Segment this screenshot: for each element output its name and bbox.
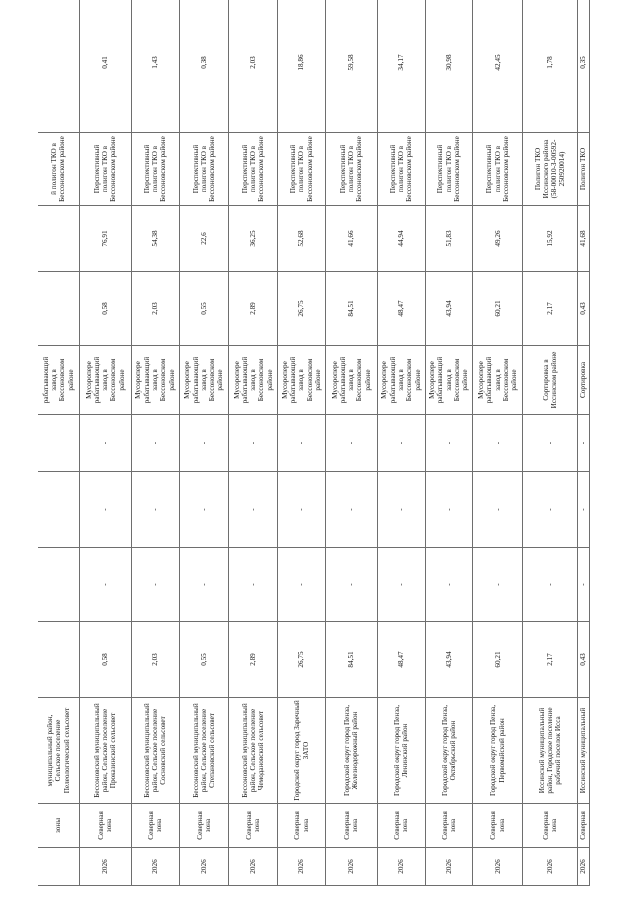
table-cell-c5: - bbox=[425, 548, 473, 622]
table-cell-zone: Северная зона bbox=[377, 804, 425, 848]
table-cell-c7: - bbox=[179, 415, 229, 472]
table-cell-c5: - bbox=[229, 548, 278, 622]
table-cell-c10: 22,6 bbox=[179, 206, 229, 272]
table-cell-target: Перспективный полигон ТКО в Бессоновском районе bbox=[425, 133, 473, 206]
table-cell-c6: - bbox=[325, 472, 377, 548]
table-cell-zone: Северная bbox=[578, 804, 590, 848]
table-cell-c7: - bbox=[229, 415, 278, 472]
table-cell-year: 2026 bbox=[79, 848, 131, 886]
table-cell-municipality: Бессоновский муниципальный район, Сельское поселение Сосновский сельсовет bbox=[131, 698, 179, 804]
table-cell-c9: 43,94 bbox=[425, 272, 473, 346]
table-cell-c12: 1,78 bbox=[523, 0, 578, 133]
table-cell-c6: - bbox=[473, 472, 523, 548]
table-row bbox=[578, 0, 590, 886]
table-cell-c9: 2,89 bbox=[229, 272, 278, 346]
table-row bbox=[377, 0, 425, 886]
table-cell-year: 2026 bbox=[377, 848, 425, 886]
table-cell-c9 bbox=[38, 272, 79, 346]
table-cell-target: Перспективный полигон ТКО в Бессоновском районе bbox=[131, 133, 179, 206]
table-cell-c6: - bbox=[278, 472, 326, 548]
table-cell-year: 2026 bbox=[523, 848, 578, 886]
table-cell-c5: - bbox=[523, 548, 578, 622]
table-cell-target: Перспективный полигон ТКО в Бессоновском районе bbox=[79, 133, 131, 206]
table-cell-zone: Северная зона bbox=[523, 804, 578, 848]
table-cell-municipality: Городской округ город Пенза, Железнодорожный район bbox=[325, 698, 377, 804]
table-cell-c5: - bbox=[377, 548, 425, 622]
table-cell-facility: Мусоропере рабатывающий завод в Бессоновском районе bbox=[229, 346, 278, 415]
table-cell-year: 2026 bbox=[473, 848, 523, 886]
table-cell-year: 2026 bbox=[425, 848, 473, 886]
table-cell-municipality: Бессоновский муниципальный район, Сельское поселение Проказинский сельсовет bbox=[79, 698, 131, 804]
table-row bbox=[179, 0, 229, 886]
table-cell-c6: - bbox=[425, 472, 473, 548]
table-cell-c5: - bbox=[179, 548, 229, 622]
table-row bbox=[229, 0, 278, 886]
table-cell-zone: зоны bbox=[38, 804, 79, 848]
table-cell-c5 bbox=[38, 548, 79, 622]
table-cell-c9: 48,47 bbox=[377, 272, 425, 346]
table-cell-c10: 52,68 bbox=[278, 206, 326, 272]
table-cell-c6: - bbox=[578, 472, 590, 548]
table-cell-c6 bbox=[38, 472, 79, 548]
table-cell-c9: 0,55 bbox=[179, 272, 229, 346]
table-cell-c6: - bbox=[79, 472, 131, 548]
table-cell-c4: 43,94 bbox=[425, 622, 473, 698]
table-cell-zone: Северная зона bbox=[325, 804, 377, 848]
table-row bbox=[278, 0, 326, 886]
table-cell-c6: - bbox=[523, 472, 578, 548]
table-cell-facility: Мусоропере рабатывающий завод в Бессоновском районе bbox=[473, 346, 523, 415]
table-cell-c10: 41,68 bbox=[578, 206, 590, 272]
table-cell-year bbox=[38, 848, 79, 886]
table-cell-c12: 1,43 bbox=[131, 0, 179, 133]
table-cell-target: Перспективный полигон ТКО в Бессоновском районе bbox=[179, 133, 229, 206]
table-cell-c7: - bbox=[278, 415, 326, 472]
table-cell-facility: Мусоропере рабатывающий завод в Бессоновском районе bbox=[79, 346, 131, 415]
table-cell-facility: Мусоропере рабатывающий завод в Бессоновском районе bbox=[278, 346, 326, 415]
table-cell-c5: - bbox=[325, 548, 377, 622]
table-cell-c6: - bbox=[377, 472, 425, 548]
table-cell-municipality: Городской округ город Пенза, Ленинский район bbox=[377, 698, 425, 804]
table-cell-c4: 26,75 bbox=[278, 622, 326, 698]
table-cell-municipality: Иссинский муниципальный bbox=[578, 698, 590, 804]
table-cell-c7: - bbox=[325, 415, 377, 472]
table-cell-c6: - bbox=[229, 472, 278, 548]
table-cell-c9: 26,75 bbox=[278, 272, 326, 346]
waste-flow-table bbox=[38, 0, 590, 886]
table-cell-c10: 41,66 bbox=[325, 206, 377, 272]
table-cell-c9: 60,21 bbox=[473, 272, 523, 346]
table-cell-zone: Северная зона bbox=[278, 804, 326, 848]
table-cell-target: й полигон ТКО в Бессоновском районе bbox=[38, 133, 79, 206]
table-cell-c10: 54,38 bbox=[131, 206, 179, 272]
table-cell-municipality: муниципальный район, Сельское поселение Пелеологический сельсовет bbox=[38, 698, 79, 804]
table-cell-target: Полигон ТКО Иссинского района (58-00010-З-00592-250920014) bbox=[523, 133, 578, 206]
table-cell-c7: - bbox=[578, 415, 590, 472]
table-cell-municipality: Иссинский муниципальный район, Городское поселение рабочий поселок Исса bbox=[523, 698, 578, 804]
table-cell-c12: 18,86 bbox=[278, 0, 326, 133]
table-cell-target: Перспективный полигон ТКО в Бессоновском районе bbox=[278, 133, 326, 206]
table-cell-year: 2026 bbox=[278, 848, 326, 886]
table-row bbox=[131, 0, 179, 886]
table-row bbox=[425, 0, 473, 886]
table-cell-c12: 2,03 bbox=[229, 0, 278, 133]
table-cell-facility: Сортировка в Иссинском районе bbox=[523, 346, 578, 415]
table-cell-facility: Мусоропере рабатывающий завод в Бессоновском районе bbox=[131, 346, 179, 415]
table-cell-target: Полигон ТКО bbox=[578, 133, 590, 206]
table-row bbox=[523, 0, 578, 886]
table-cell-c4: 60,21 bbox=[473, 622, 523, 698]
table-cell-zone: Северная зона bbox=[131, 804, 179, 848]
table-cell-c12: 42,45 bbox=[473, 0, 523, 133]
table-cell-target: Перспективный полигон ТКО в Бессоновском районе bbox=[473, 133, 523, 206]
table-cell-municipality: Городской округ город Заречный ЗАТО bbox=[278, 698, 326, 804]
table-cell-target: Перспективный полигон ТКО в Бессоновском районе bbox=[229, 133, 278, 206]
table-cell-c9: 2,17 bbox=[523, 272, 578, 346]
table-cell-c10: 76,91 bbox=[79, 206, 131, 272]
table-cell-c5: - bbox=[131, 548, 179, 622]
table-cell-c5: - bbox=[578, 548, 590, 622]
table-row bbox=[79, 0, 131, 886]
table-cell-municipality: Бессоновский муниципальный район, Сельское поселение Чемодановский сельсовет bbox=[229, 698, 278, 804]
table-cell-c12: 59,58 bbox=[325, 0, 377, 133]
table-cell-c4: 2,17 bbox=[523, 622, 578, 698]
table-cell-target: Перспективный полигон ТКО в Бессоновском районе bbox=[377, 133, 425, 206]
table-cell-c4 bbox=[38, 622, 79, 698]
table-cell-c7: - bbox=[473, 415, 523, 472]
table-cell-c6: - bbox=[131, 472, 179, 548]
table-cell-municipality: Городской округ город Пенза, Октябрьский район bbox=[425, 698, 473, 804]
table-cell-c4: 48,47 bbox=[377, 622, 425, 698]
table-cell-c9: 84,51 bbox=[325, 272, 377, 346]
table-cell-facility: Мусоропере рабатывающий завод в Бессоновском районе bbox=[377, 346, 425, 415]
table-cell-c10: 44,94 bbox=[377, 206, 425, 272]
table-cell-facility: Мусоропере рабатывающий завод в Бессоновском районе bbox=[325, 346, 377, 415]
table-cell-c9: 0,43 bbox=[578, 272, 590, 346]
table-cell-c4: 2,89 bbox=[229, 622, 278, 698]
table-cell-c10: 36,25 bbox=[229, 206, 278, 272]
table-cell-c5: - bbox=[278, 548, 326, 622]
table-cell-c9: 0,58 bbox=[79, 272, 131, 346]
table-row bbox=[38, 0, 79, 886]
table-cell-c5: - bbox=[79, 548, 131, 622]
table-cell-facility: Сортировка bbox=[578, 346, 590, 415]
table-cell-year: 2026 bbox=[179, 848, 229, 886]
table-cell-c7 bbox=[38, 415, 79, 472]
table-cell-c7: - bbox=[79, 415, 131, 472]
table-cell-c12: 0,38 bbox=[179, 0, 229, 133]
table-cell-c9: 2,03 bbox=[131, 272, 179, 346]
table-cell-c4: 0,55 bbox=[179, 622, 229, 698]
table-cell-municipality: Городской округ город Пенза, Первомайский район bbox=[473, 698, 523, 804]
table-cell-year: 2026 bbox=[578, 848, 590, 886]
table-cell-year: 2026 bbox=[131, 848, 179, 886]
table-cell-c4: 84,51 bbox=[325, 622, 377, 698]
table-cell-c4: 0,58 bbox=[79, 622, 131, 698]
rotated-page bbox=[38, 20, 590, 886]
table-cell-c7: - bbox=[131, 415, 179, 472]
table-row bbox=[325, 0, 377, 886]
table-cell-municipality: Бессоновский муниципальный район, Сельское поселение Степановский сельсовет bbox=[179, 698, 229, 804]
table-cell-zone: Северная зона bbox=[179, 804, 229, 848]
table-row bbox=[473, 0, 523, 886]
table-cell-zone: Северная зона bbox=[473, 804, 523, 848]
table-cell-zone: Северная зона bbox=[229, 804, 278, 848]
table-cell-facility: рабатывающий завод в Бессоновском районе bbox=[38, 346, 79, 415]
table-cell-facility: Мусоропере рабатывающий завод в Бессоновском районе bbox=[179, 346, 229, 415]
table-cell-c7: - bbox=[523, 415, 578, 472]
table-cell-c5: - bbox=[473, 548, 523, 622]
table-cell-c10 bbox=[38, 206, 79, 272]
table-cell-c12: 0,35 bbox=[578, 0, 590, 133]
table-cell-c10: 49,26 bbox=[473, 206, 523, 272]
table-cell-c12 bbox=[38, 0, 79, 133]
table-cell-target: Перспективный полигон ТКО в Бессоновском районе bbox=[325, 133, 377, 206]
table-cell-c7: - bbox=[377, 415, 425, 472]
table-cell-c12: 34,17 bbox=[377, 0, 425, 133]
table-cell-year: 2026 bbox=[229, 848, 278, 886]
table-cell-c7: - bbox=[425, 415, 473, 472]
table-cell-c10: 51,83 bbox=[425, 206, 473, 272]
table-body bbox=[38, 0, 590, 886]
table-cell-c12: 0,41 bbox=[79, 0, 131, 133]
table-cell-facility: Мусоропере рабатывающий завод в Бессоновском районе bbox=[425, 346, 473, 415]
table-cell-zone: Северная зона bbox=[79, 804, 131, 848]
table-cell-year: 2026 bbox=[325, 848, 377, 886]
table-cell-c4: 0,43 bbox=[578, 622, 590, 698]
table-cell-c4: 2,03 bbox=[131, 622, 179, 698]
table-cell-c10: 15,92 bbox=[523, 206, 578, 272]
table-cell-zone: Северная зона bbox=[425, 804, 473, 848]
table-cell-c12: 30,98 bbox=[425, 0, 473, 133]
table-cell-c6: - bbox=[179, 472, 229, 548]
